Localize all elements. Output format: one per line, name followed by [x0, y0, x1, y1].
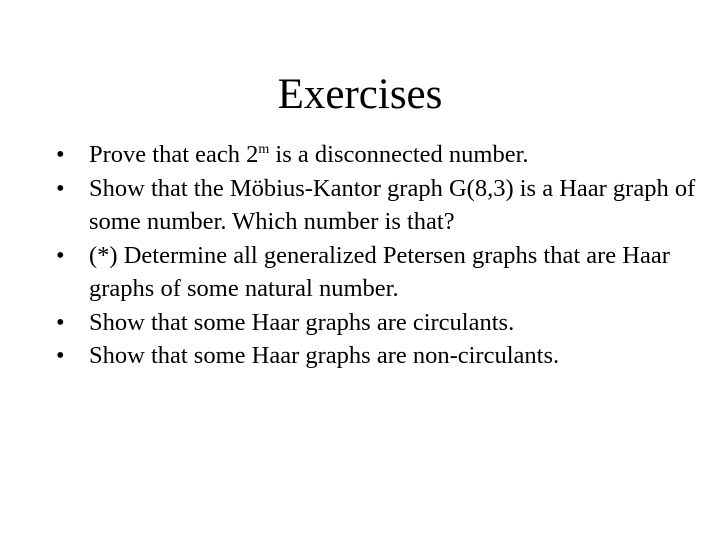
exercise-text: Show that the Möbius-Kantor graph G(8,3) is a Haar graph of some number. Which number is that?: [89, 174, 696, 235]
slide-title: Exercises: [277, 71, 443, 118]
exercise-list: [56, 138, 696, 373]
exercise-item: [56, 239, 696, 306]
bullet-icon: •: [56, 342, 65, 369]
exercise-item: [56, 172, 696, 239]
exercise-text-start: Prove that each 2: [89, 141, 259, 168]
exercise-item: [56, 306, 696, 340]
exercise-text: (*) Determine all generalized Petersen graphs that are Haar graphs of some natural number.: [89, 241, 670, 302]
bullet-icon: •: [56, 174, 65, 202]
bullet-icon: •: [56, 141, 65, 168]
exercise-superscript: m: [258, 142, 270, 157]
exercise-text: Show that some Haar graphs are circulants.: [89, 308, 515, 336]
exercise-text-end: is a disconnected number.: [269, 141, 529, 168]
exercise-text: Show that some Haar graphs are non-circulants.: [89, 342, 560, 369]
exercise-item: [56, 138, 696, 172]
bullet-icon: •: [56, 308, 65, 336]
bullet-icon: •: [56, 241, 65, 269]
exercise-item: [56, 339, 696, 373]
